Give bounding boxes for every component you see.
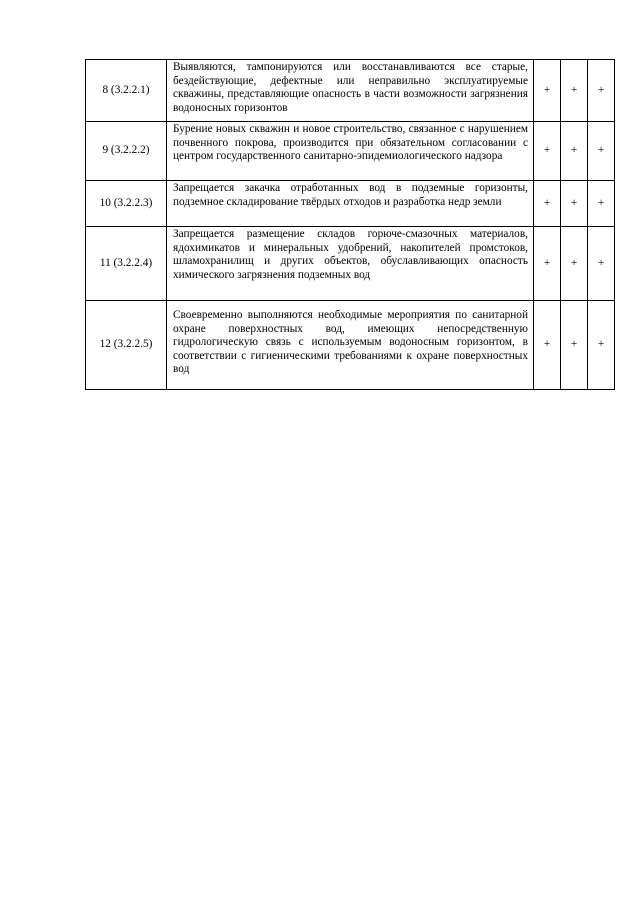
requirement-text: Запрещается закачка отработанных вод в подземные горизонты, подземное складирование твёрдых отходов и разработка недр земли (167, 181, 534, 227)
compliance-mark: + (534, 301, 561, 390)
compliance-mark: + (588, 301, 615, 390)
compliance-mark: + (588, 227, 615, 301)
table-row (86, 227, 615, 301)
compliance-mark: + (534, 60, 561, 122)
compliance-mark: + (534, 122, 561, 181)
row-number: 12 (3.2.2.5) (86, 301, 167, 390)
table-row (86, 122, 615, 181)
compliance-mark: + (561, 301, 588, 390)
requirement-text: Запрещается размещение складов горюче-смазочных материалов, ядохимикатов и минеральных удобрений, накопителей промстоков, шламохранилищ и других объектов, обуславливающих опасность химического загрязнения подземных вод (167, 227, 534, 301)
compliance-mark: + (561, 122, 588, 181)
requirement-text: Выявляются, тампонируются или восстанавливаются все старые, бездействующие, дефектные или неправильно эксплуатируемые скважины, представляющие опасность в части возможности загрязнения водоносных горизонтов (167, 60, 534, 122)
table-row (86, 181, 615, 227)
compliance-mark: + (561, 227, 588, 301)
compliance-mark: + (561, 60, 588, 122)
compliance-mark: + (534, 227, 561, 301)
compliance-mark: + (561, 181, 588, 227)
compliance-mark: + (588, 60, 615, 122)
compliance-mark: + (588, 122, 615, 181)
table-row (86, 301, 615, 390)
row-number: 10 (3.2.2.3) (86, 181, 167, 227)
requirement-text: Бурение новых скважин и новое строительство, связанное с нарушением почвенного покрова, производится при обязательном согласовании с центром государственного санитарно-эпидемиологического надзора (167, 122, 534, 181)
row-number: 8 (3.2.2.1) (86, 60, 167, 122)
compliance-mark: + (588, 181, 615, 227)
compliance-mark: + (534, 181, 561, 227)
row-number: 9 (3.2.2.2) (86, 122, 167, 181)
table-row (86, 60, 615, 122)
requirement-text: Своевременно выполняются необходимые мероприятия по санитарной охране поверхностных вод, имеющих непосредственную гидрологическую связь с используемым водоносным горизонтом, в соответствии с гигиеническими требованиями к охране поверхностных вод (167, 301, 534, 390)
row-number: 11 (3.2.2.4) (86, 227, 167, 301)
requirements-table (85, 59, 615, 390)
